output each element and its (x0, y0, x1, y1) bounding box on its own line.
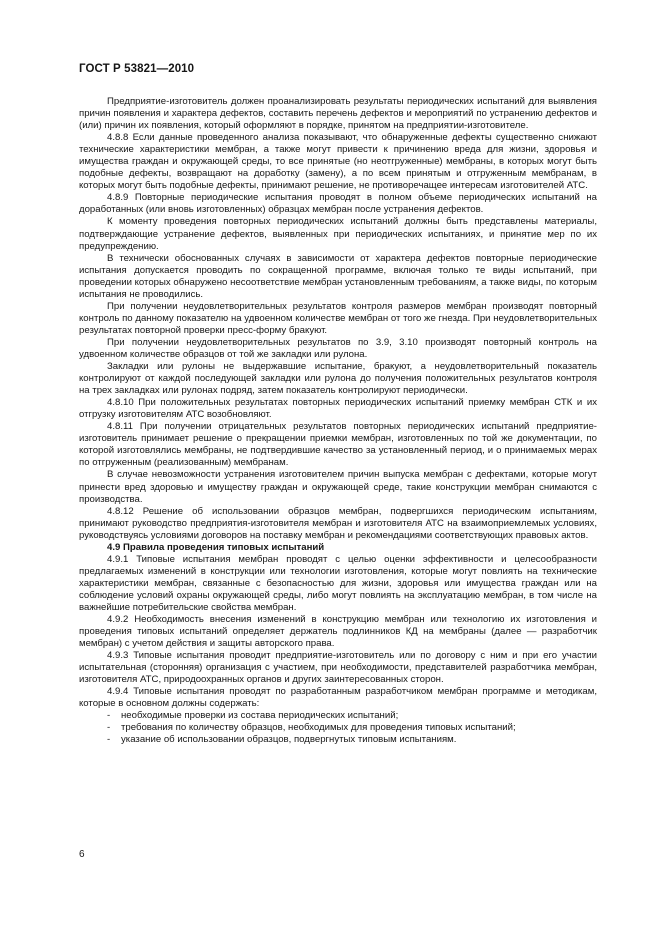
paragraph-4-8-12: 4.8.12 Решение об использовании образцов мембран, подвергшихся периодическим испытаниям, принимают руководство предприятия-изготовителя мембран и изготовителя АТС на взаимоприемлемых условиях, руководствуясь условиями договоров на поставку мембран и рекомендациями соответствующих правовых актов. (79, 505, 597, 541)
list-dash: - (107, 722, 111, 734)
paragraph: При получении неудовлетворительных результатов контроля размеров мембран производят повторный контроль по данному показателю на удвоенном количестве мембран от того же гнезда. При неудовлетворительных результатах повторной проверки пресс-форму бракуют. (79, 300, 597, 336)
paragraph-4-8-10: 4.8.10 При положительных результатах повторных периодических испытаний приемку мембран СТК и их отгрузку изготовителям АТС возобновляют. (79, 397, 597, 421)
list-item-text: указание об использовании образцов, подвергнутых типовым испытаниям. (121, 734, 457, 746)
paragraph: При получении неудовлетворительных результатов по 3.9, 3.10 производят повторный контроль на удвоенном количестве образцов от той же закладки или рулона. (79, 336, 597, 360)
paragraph: К моменту проведения повторных периодических испытаний должны быть представлены материалы, подтверждающие устранение дефектов, выявленных при периодических испытаниях, и принятие мер по их предупреждению. (79, 216, 597, 252)
paragraph-4-9-3: 4.9.3 Типовые испытания проводит предприятие-изготовитель или по договору с ним и при его участии испытательная (сторонняя) организация с участием, при необходимости, представителей разработчика мембран, изготовителя АТС, природоохранных органов и других заинтересованных сторон. (79, 650, 597, 686)
list-item-text: требования по количеству образцов, необходимых для проведения типовых испытаний; (121, 722, 516, 734)
paragraph-4-9-4: 4.9.4 Типовые испытания проводят по разработанным разработчиком мембран программе и методикам, которые в основном должны содержать: (79, 686, 597, 710)
document-body (79, 96, 597, 747)
paragraph: В технически обоснованных случаях в зависимости от характера дефектов повторные периодические испытания допускается проводить по сокращенной программе, включая только те виды испытаний, при проведении которых обнаружено несоответствие мембран установленным требованиям, а также виды, по которым испытания не проводились. (79, 252, 597, 300)
list-dash: - (107, 734, 111, 746)
paragraph: В случае невозможности устранения изготовителем причин выпуска мембран с дефектами, которые могут принести вред здоровью и имуществу граждан и окружающей среде, такие конструкции мембран снимаются с производства. (79, 469, 597, 505)
list-item (79, 734, 597, 746)
section-heading-4-9: 4.9 Правила проведения типовых испытаний (107, 541, 325, 553)
paragraph-4-8-8: 4.8.8 Если данные проведенного анализа показывают, что обнаруженные дефекты существенно снижают технические характеристики мембран, а также могут привести к причинению вреда для жизни, здоровья и имущества граждан и окружающей среды, то все принятые (но неотгруженные) мембраны, в которых могут быть подобные дефекты, возвращают на доработку (замену), а по всем принятым и отгруженным мембранам, в которых могут быть подобные дефекты, принимают решение, не противоречащее интересам изготовителей АТС. (79, 132, 597, 192)
paragraph: Закладки или рулоны не выдержавшие испытание, бракуют, а неудовлетворительный показатель контролируют от каждой последующей закладки или рулона до получения положительных результатов контроля на трех закладках или рулонах подряд, затем показатель контролируют периодически. (79, 361, 597, 397)
list-item (79, 710, 597, 722)
page-number: 6 (79, 849, 85, 860)
document-header: ГОСТ Р 53821—2010 (79, 63, 195, 75)
list-item-text: необходимые проверки из состава периодических испытаний; (121, 710, 399, 722)
paragraph-4-9-2: 4.9.2 Необходимость внесения изменений в конструкцию мембран или технологию их изготовления и проведения типовых испытаний определяет держатель подлинников КД на мембраны (далее — разработчик мембран) с учетом действия и защиты авторского права. (79, 614, 597, 650)
paragraph-4-8-9: 4.8.9 Повторные периодические испытания проводят в полном объеме периодических испытаний на доработанных (или вновь изготовленных) образцах мембран после устранения дефектов. (79, 192, 597, 216)
requirements-list (79, 710, 597, 746)
list-dash: - (107, 710, 111, 722)
paragraph-4-8-11: 4.8.11 При получении отрицательных результатов повторных периодических испытаний предприятие-изготовитель принимает решение о прекращении приемки мембран, изготовленных по той же документации, по которой изготовлялись мембраны, не подтвердившие качество за установленный период, и о принимаемых мерах по отгруженным (реализованным) мембранам. (79, 421, 597, 469)
paragraph: Предприятие-изготовитель должен проанализировать результаты периодических испытаний для выявления причин появления и характера дефектов, составить перечень дефектов и мероприятий по устранению дефектов и (или) причин их появления, который оформляют в порядке, принятом на предприятии-изготовителе. (79, 96, 597, 132)
list-item (79, 722, 597, 734)
paragraph-4-9-1: 4.9.1 Типовые испытания мембран проводят с целью оценки эффективности и целесообразности предлагаемых изменений в конструкции или технологии изготовления, которые могут повлиять на технические характеристики мембран, связанные с безопасностью для жизни, здоровья или имущества граждан или на соблюдение условий охраны окружающей среды, либо могут повлиять на эксплуатацию мембран, в том числе на важнейшие потребительские свойства мембран. (79, 553, 597, 613)
